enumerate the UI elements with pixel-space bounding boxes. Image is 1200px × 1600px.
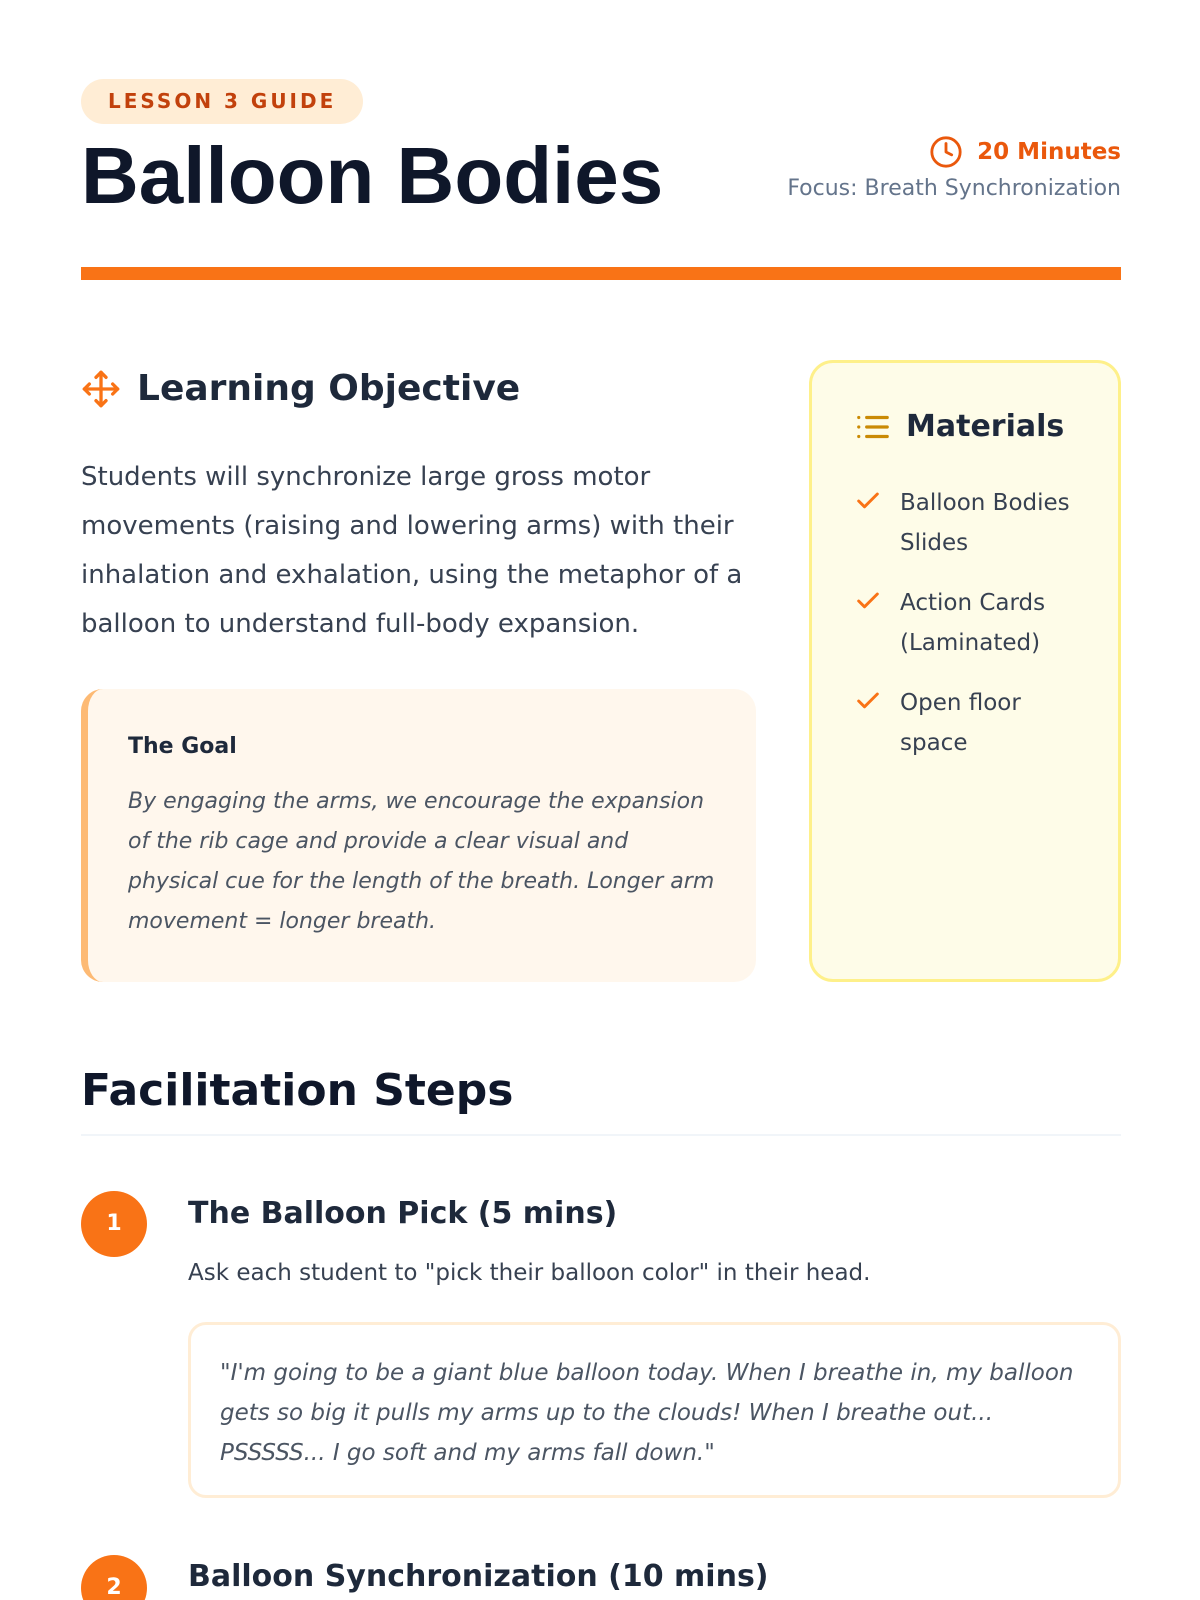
step-number: 1: [81, 1191, 147, 1257]
materials-heading: Materials: [906, 409, 1065, 444]
materials-item-label: Action Cards (Laminated): [900, 590, 1046, 656]
header-divider: [81, 267, 1121, 280]
materials-item-label: Open floor space: [900, 690, 1021, 756]
materials-item-label: Balloon Bodies Slides: [900, 490, 1070, 556]
materials-item: [854, 683, 1088, 763]
goal-callout: [81, 689, 756, 982]
goal-title: The Goal: [128, 734, 237, 759]
step-number: 2: [81, 1555, 147, 1600]
check-icon: [854, 587, 882, 615]
materials-heading-row: [854, 407, 1088, 447]
step-quote: "I'm going to be a giant blue balloon today. When I breathe in, my balloon gets so big it pulls my arms up to the clouds! When I breathe out... PSSSSS... I go soft and my arms fall down.": [188, 1322, 1121, 1498]
materials-item: [854, 483, 1088, 563]
materials-item: [854, 583, 1088, 663]
check-icon: [854, 487, 882, 515]
materials-list: [854, 483, 1088, 763]
page-title: Balloon Bodies: [81, 131, 664, 220]
duration-label: 20 Minutes: [977, 139, 1121, 165]
list-icon: [854, 408, 892, 446]
clock-icon: [929, 135, 963, 169]
lesson-badge: LESSON 3 GUIDE: [81, 79, 363, 124]
lesson-meta: [787, 135, 1121, 204]
materials-card: [809, 360, 1121, 982]
facilitation-heading: Facilitation Steps: [81, 1065, 514, 1116]
goal-text: By engaging the arms, we encourage the expansion of the rib cage and provide a clear visual and physical cue for the length of the breath. Longer arm movement = longer breath.: [128, 789, 715, 934]
facilitation-divider: [81, 1134, 1121, 1136]
objective-heading: Learning Objective: [137, 368, 521, 409]
check-icon: [854, 687, 882, 715]
step-description: Ask each student to "pick their balloon color" in their head.: [188, 1260, 871, 1286]
focus-label: Focus: Breath Synchronization: [787, 176, 1121, 201]
duration: [787, 135, 1121, 169]
move-arrows-icon: [81, 369, 121, 409]
objective-heading-row: [81, 367, 520, 411]
lesson-page: [81, 0, 1121, 1600]
objective-text: Students will synchronize large gross motor movements (raising and lowering arms) with their inhalation and exhalation, using the metaphor of a balloon to understand full-body expansion.: [81, 462, 743, 639]
step-title: Balloon Synchronization (10 mins): [188, 1559, 769, 1594]
step-title: The Balloon Pick (5 mins): [188, 1196, 618, 1231]
